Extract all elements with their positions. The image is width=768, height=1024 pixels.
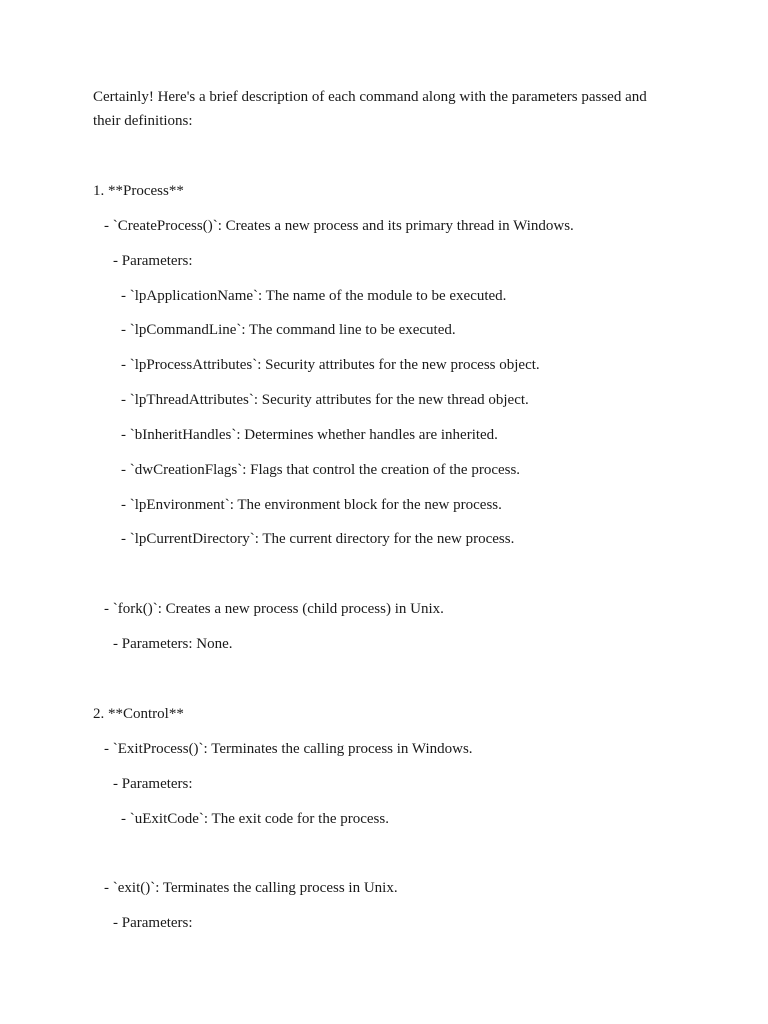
param-item: - `lpProcessAttributes`: Security attributes for the new process object. [121, 357, 540, 373]
command-createprocess: - `CreateProcess()`: Creates a new process and its primary thread in Windows. [104, 218, 574, 234]
param-item: - `bInheritHandles`: Determines whether handles are inherited. [121, 427, 498, 443]
params-label: - Parameters: [113, 915, 193, 931]
params-label: - Parameters: None. [113, 636, 233, 652]
command-exitprocess: - `ExitProcess()`: Terminates the calling process in Windows. [104, 741, 473, 757]
param-item: - `lpEnvironment`: The environment block for the new process. [121, 497, 502, 513]
command-fork: - `fork()`: Creates a new process (child process) in Unix. [104, 601, 444, 617]
param-item: - `lpThreadAttributes`: Security attributes for the new thread object. [121, 392, 529, 408]
param-item: - `dwCreationFlags`: Flags that control the creation of the process. [121, 462, 521, 478]
intro-line-1: Certainly! Here's a brief description of each command along with the parameters passed and [93, 89, 647, 105]
param-item: - `uExitCode`: The exit code for the process. [121, 811, 389, 827]
param-item: - `lpCommandLine`: The command line to be executed. [121, 322, 456, 338]
params-label: - Parameters: [113, 776, 193, 792]
section-heading-control: 2. **Control** [93, 706, 184, 722]
param-item: - `lpApplicationName`: The name of the module to be executed. [121, 288, 507, 304]
section-heading-process: 1. **Process** [93, 183, 184, 199]
params-label: - Parameters: [113, 253, 193, 269]
param-item: - `lpCurrentDirectory`: The current directory for the new process. [121, 531, 515, 547]
intro-line-2: their definitions: [93, 113, 193, 129]
command-exit: - `exit()`: Terminates the calling process in Unix. [104, 880, 398, 896]
